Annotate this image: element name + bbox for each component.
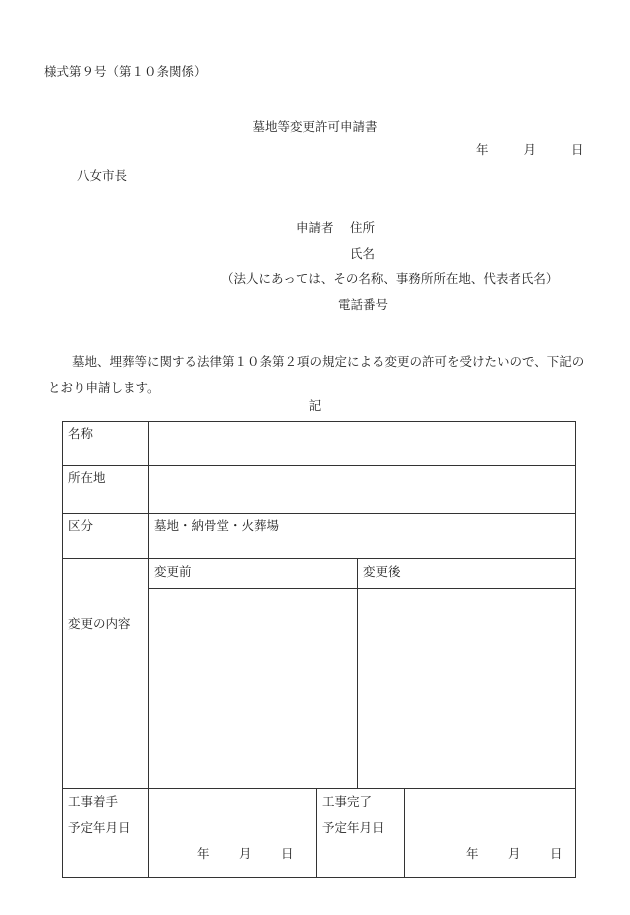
applicant-label: 申請者	[296, 220, 334, 235]
document-title: 墓地等変更許可申請書	[252, 119, 378, 134]
construction-start-label-line1: 工事着手	[68, 794, 119, 809]
category-row-label: 区分	[68, 518, 94, 533]
construction-start-label-line2: 予定年月日	[68, 820, 131, 835]
start-date-month: 月	[239, 846, 252, 861]
form-number: 様式第９号（第１０条関係）	[44, 64, 207, 79]
construction-complete-label-line1: 工事完了	[322, 794, 373, 809]
table-border-top	[62, 421, 576, 422]
table-row-divider	[62, 788, 576, 789]
ki-heading: 記	[308, 398, 322, 413]
phone-label: 電話番号	[338, 297, 389, 312]
application-date	[476, 144, 584, 157]
table-row-divider	[62, 558, 576, 559]
application-statement: 墓地、埋葬等に関する法律第１０条第２項の規定による変更の許可を受けたいので、下記のとおり申請します。	[48, 354, 585, 395]
location-row-label: 所在地	[68, 470, 106, 485]
addressee: 八女市長	[77, 168, 128, 183]
address-label: 住所	[350, 220, 376, 235]
complete-date-month: 月	[508, 846, 521, 861]
name-label: 氏名	[350, 246, 376, 261]
complete-date-year: 年	[466, 846, 479, 861]
date-month: 月	[523, 142, 537, 157]
start-date-year: 年	[197, 846, 210, 861]
start-date-day: 日	[281, 846, 294, 861]
schedule-divider	[404, 788, 405, 877]
before-change-header: 変更前	[154, 564, 192, 579]
date-day: 日	[571, 142, 584, 157]
complete-date-day: 日	[550, 846, 563, 861]
corporate-note: （法人にあっては、その名称、事務所所在地、代表者氏名）	[221, 271, 559, 286]
change-content-label: 変更の内容	[68, 616, 131, 631]
table-border-right	[575, 421, 576, 878]
after-change-header: 変更後	[363, 564, 401, 579]
construction-complete-label-line2: 予定年月日	[322, 820, 385, 835]
name-row-label: 名称	[68, 426, 94, 441]
table-row-divider	[62, 465, 576, 466]
table-border-left	[62, 421, 63, 878]
change-before-after-divider	[357, 558, 358, 788]
schedule-divider	[316, 788, 317, 877]
date-year: 年	[476, 142, 489, 157]
category-options: 墓地・納骨堂・火葬場	[154, 518, 280, 533]
table-subheader-divider	[148, 588, 576, 589]
table-border-bottom	[62, 877, 576, 878]
table-row-divider	[62, 513, 576, 514]
table-label-divider	[148, 421, 149, 878]
